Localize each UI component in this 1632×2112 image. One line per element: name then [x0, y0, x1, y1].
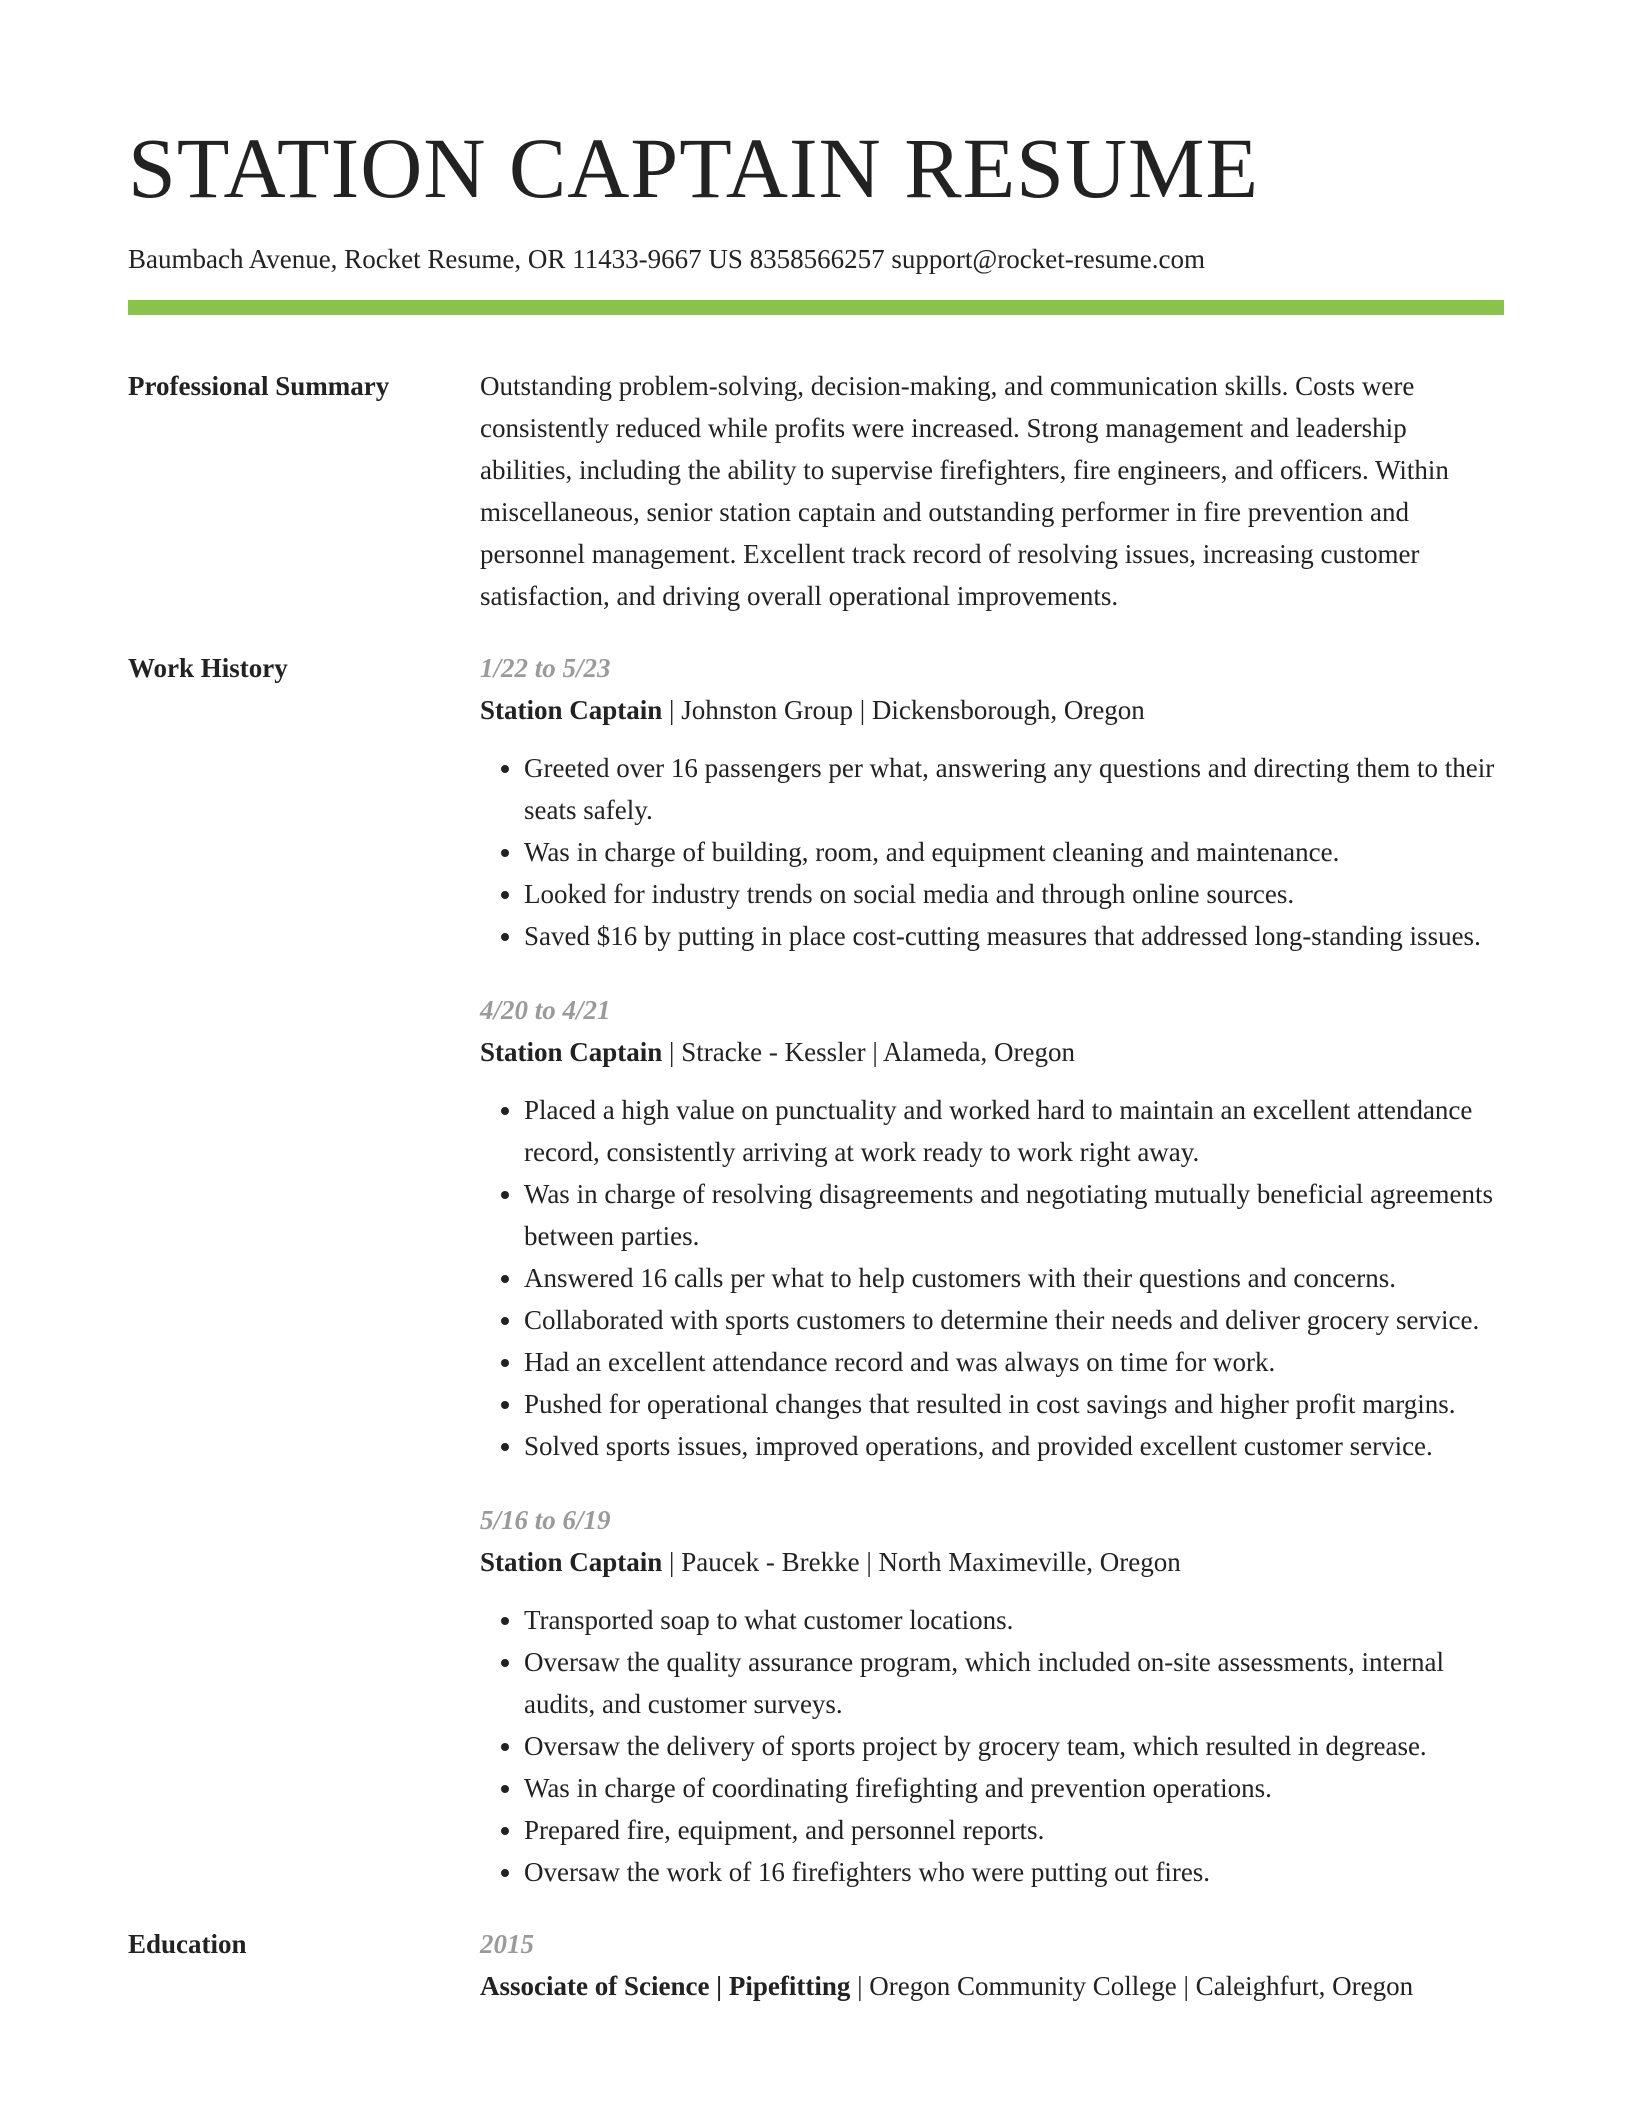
job-bullet: • Collaborated with sports customers to determine their needs and deliver grocery service.	[524, 1299, 1504, 1341]
job-heading	[480, 689, 1504, 731]
job-entry	[480, 647, 1504, 957]
work-history-section	[128, 647, 1504, 1893]
job-title: Station Captain	[480, 1037, 663, 1067]
job-bullet: • Greeted over 16 passengers per what, answering any questions and directing them to their seats safely.	[524, 747, 1504, 831]
section-label-summary: Professional Summary	[128, 371, 390, 401]
contact-address: Baumbach Avenue, Rocket Resume, OR 11433-9667 US	[128, 244, 743, 274]
job-dates: 4/20 to 4/21	[480, 995, 611, 1025]
job-bullet: • Saved $16 by putting in place cost-cutting measures that addressed long-standing issues.	[524, 915, 1504, 957]
job-bullet: • Had an excellent attendance record and was always on time for work.	[524, 1341, 1504, 1383]
job-bullet: • Oversaw the work of 16 firefighters who were putting out fires.	[524, 1851, 1504, 1893]
job-dates: 1/22 to 5/23	[480, 653, 611, 683]
job-bullets	[480, 1089, 1504, 1467]
job-bullet: • Oversaw the delivery of sports project by grocery team, which resulted in degrease.	[524, 1725, 1504, 1767]
resume-title: STATION CAPTAIN RESUME	[128, 120, 1260, 216]
job-heading	[480, 1031, 1504, 1073]
job-details: | Paucek - Brekke | North Maximeville, Oregon	[662, 1547, 1181, 1577]
job-bullet: • Looked for industry trends on social media and through online sources.	[524, 873, 1504, 915]
job-bullet: • Answered 16 calls per what to help customers with their questions and concerns.	[524, 1257, 1504, 1299]
job-dates: 5/16 to 6/19	[480, 1505, 611, 1535]
job-bullet: • Oversaw the quality assurance program, which included on-site assessments, internal audits, and customer surveys.	[524, 1641, 1504, 1725]
contact-phone: 8358566257	[749, 244, 885, 274]
job-details: | Stracke - Kessler | Alameda, Oregon	[662, 1037, 1075, 1067]
professional-summary-section	[128, 365, 1504, 617]
job-bullets	[480, 747, 1504, 957]
contact-email: support@rocket-resume.com	[891, 244, 1205, 274]
job-bullet: • Pushed for operational changes that resulted in cost savings and higher profit margins.	[524, 1383, 1504, 1425]
education-section	[128, 1923, 1504, 2007]
job-entry	[480, 1499, 1504, 1893]
education-year: 2015	[480, 1929, 534, 1959]
section-label-education: Education	[128, 1929, 247, 1959]
job-bullet: • Placed a high value on punctuality and worked hard to maintain an excellent attendance record, consistently arriving at work ready to work right away.	[524, 1089, 1504, 1173]
job-heading	[480, 1541, 1504, 1583]
education-degree: Associate of Science | Pipefitting	[480, 1971, 851, 2001]
job-bullets	[480, 1599, 1504, 1893]
job-bullet: • Was in charge of resolving disagreements and negotiating mutually beneficial agreements between parties.	[524, 1173, 1504, 1257]
job-title: Station Captain	[480, 1547, 663, 1577]
job-bullet: • Was in charge of building, room, and equipment cleaning and maintenance.	[524, 831, 1504, 873]
education-details: | Oregon Community College | Caleighfurt, Oregon	[850, 1971, 1414, 2001]
resume-page	[128, 0, 1504, 2007]
job-bullet: • Transported soap to what customer locations.	[524, 1599, 1504, 1641]
summary-body	[480, 365, 1504, 617]
section-label-work: Work History	[128, 653, 288, 683]
header-divider	[128, 300, 1504, 315]
job-details: | Johnston Group | Dickensborough, Oregon	[662, 695, 1145, 725]
education-heading	[480, 1965, 1504, 2007]
job-title: Station Captain	[480, 695, 663, 725]
job-bullet: • Prepared fire, equipment, and personnel reports.	[524, 1809, 1504, 1851]
contact-line	[128, 242, 1504, 276]
job-bullet: • Was in charge of coordinating firefighting and prevention operations.	[524, 1767, 1504, 1809]
work-history-body	[480, 647, 1504, 1893]
summary-text: Outstanding problem-solving, decision-making, and communication skills. Costs were consistently reduced while profits were increased. Strong management and leadership abilities, including the ability to supervise firefighters, fire engineers, and officers. Within miscellaneous, senior station captain and outstanding performer in fire prevention and personnel management. Excellent track record of resolving issues, increasing customer satisfaction, and driving overall operational improvements.	[480, 371, 1449, 611]
job-bullet: • Solved sports issues, improved operations, and provided excellent customer service.	[524, 1425, 1504, 1467]
job-entry	[480, 989, 1504, 1467]
education-body	[480, 1923, 1504, 2007]
